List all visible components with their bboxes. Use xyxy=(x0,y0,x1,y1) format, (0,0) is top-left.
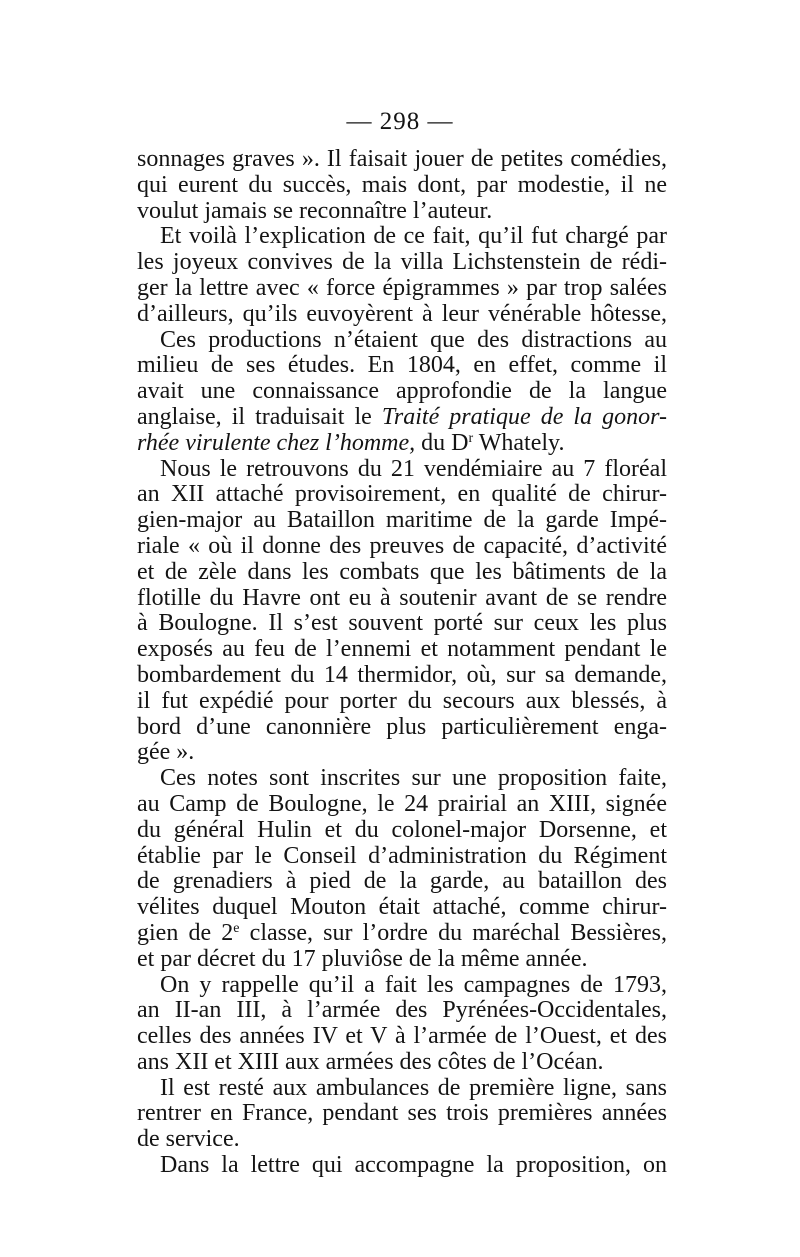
text-span: celles des années IV et V à l’armée de l’Ouest, et des xyxy=(137,1023,667,1050)
text-line xyxy=(137,637,667,663)
text-line xyxy=(137,921,667,947)
text-span: exposés au feu de l’ennemi et notamment pendant le xyxy=(137,636,667,663)
text-span: et de zèle dans les combats que les bâtiments de la xyxy=(137,558,667,585)
text-line xyxy=(137,869,667,895)
text-line xyxy=(137,250,667,276)
text-line xyxy=(137,689,667,715)
text-span: avait une connaissance approfondie de la langue xyxy=(137,378,667,405)
text-line xyxy=(137,482,667,508)
text-span: du D xyxy=(415,429,469,456)
text-line xyxy=(137,457,667,483)
text-line xyxy=(137,973,667,999)
text-span: bombardement du 14 thermidor, où, sur sa demande, xyxy=(137,661,667,688)
text-span: riale « où il donne des preuves de capacité, d’activité xyxy=(137,532,667,559)
text-line xyxy=(137,844,667,870)
text-span: sonnages graves ». Il faisait jouer de petites comédies, xyxy=(137,146,667,172)
superscript: e xyxy=(233,920,240,936)
text-span: de grenadiers à pied de la garde, au bataillon des xyxy=(137,868,667,895)
text-line xyxy=(137,1101,667,1127)
text-span: On y rappelle qu’il a fait les campagnes de 1793, xyxy=(160,971,667,998)
text-span: Nous le retrouvons du 21 vendémiaire au 7 floréal xyxy=(160,455,667,482)
text-span: ger la lettre avec « force épigrammes » par trop salées xyxy=(137,274,667,301)
italic-text: rhée virulente chez l’homme, xyxy=(137,429,416,456)
text-line xyxy=(137,379,667,405)
text-line xyxy=(137,1127,667,1153)
text-span: Dans la lettre qui accompagne la proposition, on xyxy=(160,1152,667,1179)
text-line xyxy=(137,1024,667,1050)
superscript: r xyxy=(468,430,474,446)
text-line xyxy=(137,715,667,741)
text-span: an XII attaché provisoirement, en qualité de chirur- xyxy=(137,481,667,508)
text-span: gien-major au Bataillon maritime de la garde Impé- xyxy=(137,507,667,534)
text-line xyxy=(137,947,667,973)
page-number: — 298 — xyxy=(346,108,454,135)
body-text xyxy=(137,147,667,1179)
text-line xyxy=(137,611,667,637)
text-line xyxy=(137,586,667,612)
text-span: bord d’une canonnière plus particulièrement enga- xyxy=(137,713,667,740)
text-span: il fut expédié pour porter du secours aux blessés, à xyxy=(137,687,667,714)
text-line xyxy=(137,792,667,818)
text-line xyxy=(137,224,667,250)
text-line xyxy=(137,1050,667,1076)
text-line xyxy=(137,766,667,792)
text-line xyxy=(137,302,667,328)
text-span: flotille du Havre ont eu à soutenir avant de se rendre xyxy=(137,584,667,611)
text-span: vélites duquel Mouton était attaché, comme chirur- xyxy=(137,894,667,921)
text-span: du général Hulin et du colonel-major Dorsenne, et xyxy=(137,816,667,843)
text-span: anglaise, il traduisait le xyxy=(137,403,382,430)
text-span: qui eurent du succès, mais dont, par modestie, il ne xyxy=(137,171,667,198)
text-line xyxy=(137,1076,667,1102)
text-span: Il est resté aux ambulances de première ligne, sans xyxy=(160,1074,667,1101)
text-line xyxy=(137,405,667,431)
text-span: Ces productions n’étaient que des distractions au xyxy=(160,326,667,353)
text-span: Ces notes sont inscrites sur une proposition faite, xyxy=(160,765,667,792)
text-line xyxy=(137,663,667,689)
text-line xyxy=(137,147,667,173)
text-span: d’ailleurs, qu’ils euvoyèrent à leur vénérable hôtesse, xyxy=(137,300,667,327)
text-line xyxy=(137,173,667,199)
text-span: gien de 2 xyxy=(137,919,234,946)
text-line xyxy=(137,998,667,1024)
text-span: au Camp de Boulogne, le 24 prairial an XIII, signée xyxy=(137,790,667,817)
text-span: Et voilà l’explication de ce fait, qu’il fut chargé par xyxy=(160,223,667,250)
text-span: ans XII et XIII aux armées des côtes de l’Océan. xyxy=(137,1048,604,1075)
text-span: gée ». xyxy=(137,739,195,766)
text-span: classe, sur l’ordre du maréchal Bessières, xyxy=(239,919,667,946)
text-line xyxy=(137,431,667,457)
text-span: Whately. xyxy=(473,429,565,456)
text-line xyxy=(137,328,667,354)
text-span: de service. xyxy=(137,1126,240,1153)
text-span: rentrer en France, pendant ses trois premières années xyxy=(137,1100,667,1127)
text-span: les joyeux convives de la villa Lichstenstein de rédi- xyxy=(137,249,667,276)
text-line xyxy=(137,508,667,534)
text-line xyxy=(137,534,667,560)
text-span: établie par le Conseil d’administration du Régiment xyxy=(137,842,667,869)
italic-text: Traité pratique de la gonor- xyxy=(381,403,667,430)
text-span: milieu de ses études. En 1804, en effet, comme il xyxy=(137,352,667,379)
text-line xyxy=(137,276,667,302)
text-span: an II-an III, à l’armée des Pyrénées-Occidentales, xyxy=(137,997,667,1024)
text-line xyxy=(137,740,667,766)
text-line xyxy=(137,1153,667,1179)
text-span: voulut jamais se reconnaître l’auteur. xyxy=(137,197,493,224)
text-line xyxy=(137,560,667,586)
text-span: et par décret du 17 pluviôse de la même année. xyxy=(137,945,588,972)
text-span: à Boulogne. Il s’est souvent porté sur ceux les plus xyxy=(137,610,667,637)
text-line xyxy=(137,818,667,844)
text-line xyxy=(137,353,667,379)
text-line xyxy=(137,199,667,225)
text-line xyxy=(137,895,667,921)
